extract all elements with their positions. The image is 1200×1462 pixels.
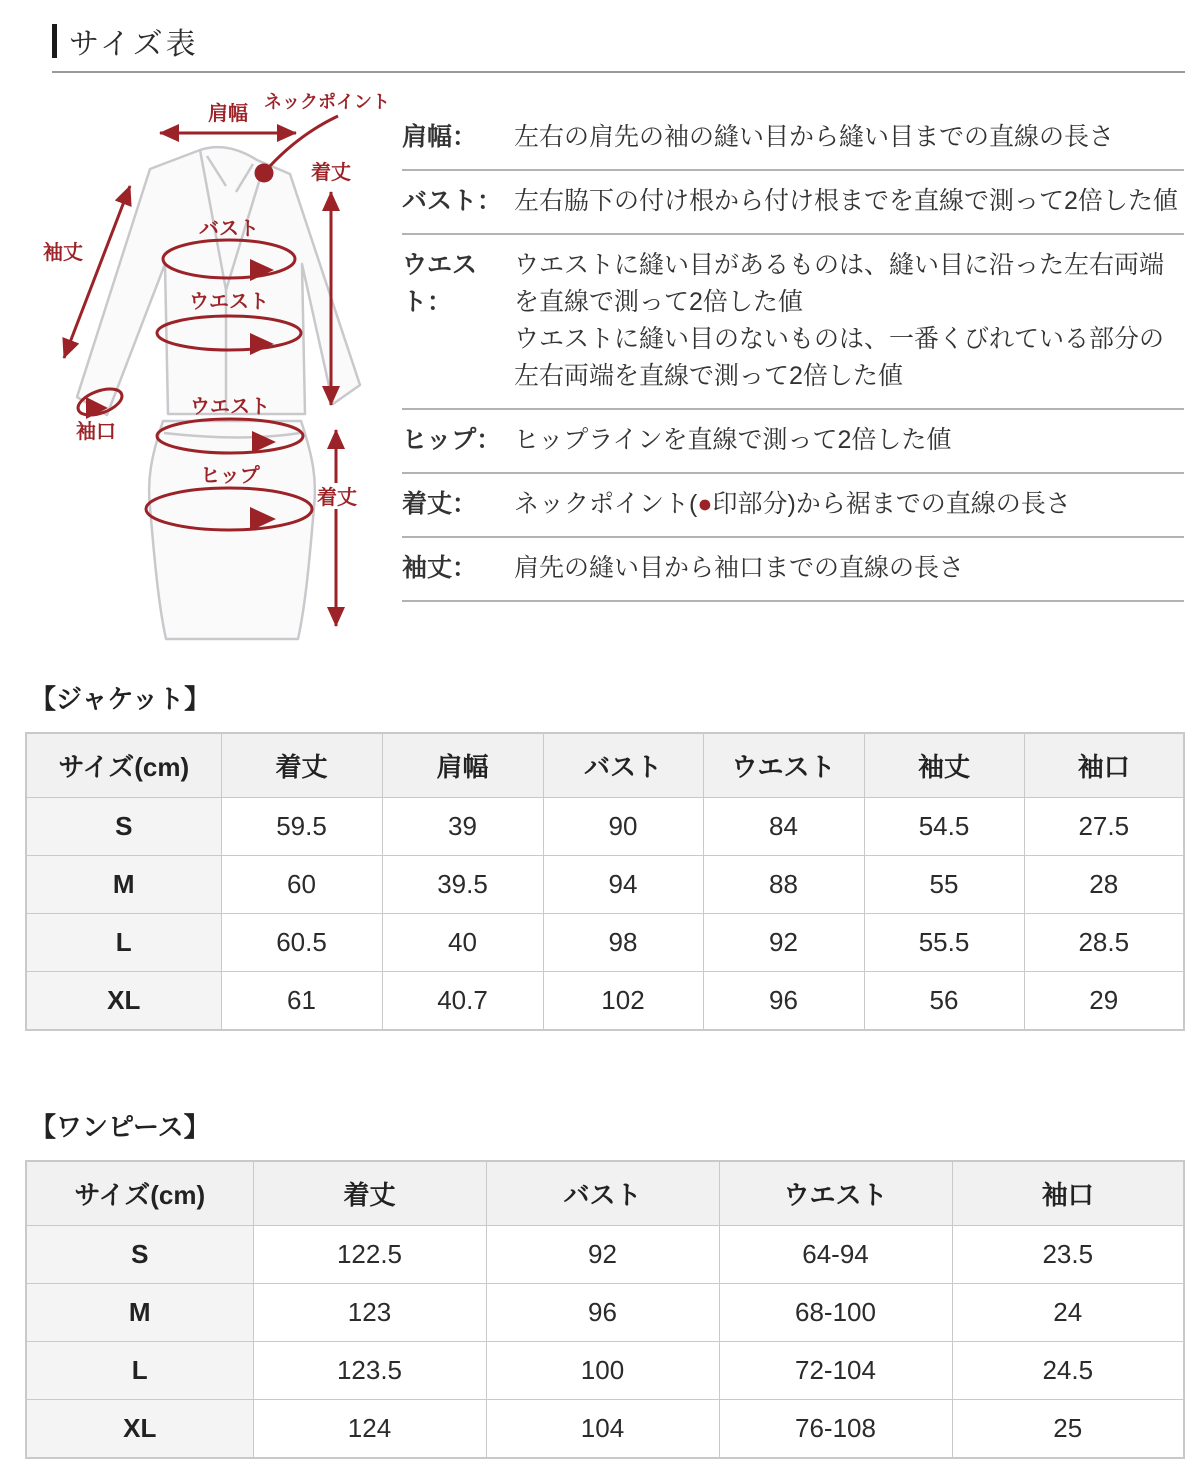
definition-term: バスト： xyxy=(402,187,503,215)
jacket-table-header-row xyxy=(26,733,1184,798)
jacket-outline xyxy=(77,147,360,415)
column-header-size: サイズ(cm) xyxy=(26,1161,253,1226)
onepiece-row-m xyxy=(26,1284,1184,1342)
value-cell: 55 xyxy=(864,856,1024,914)
onepiece-row-s xyxy=(26,1226,1184,1284)
value-cell: 56 xyxy=(864,972,1024,1031)
definition-row-bust xyxy=(402,171,1184,235)
definition-text-after-dot: 印部分)から裾までの直線の長さ xyxy=(712,490,1071,518)
garment-measurement-diagram xyxy=(30,87,410,652)
value-cell: 100 xyxy=(486,1342,719,1400)
value-cell: 123.5 xyxy=(253,1342,486,1400)
column-header-length: 着丈 xyxy=(221,733,382,798)
value-cell: 60 xyxy=(221,856,382,914)
jacket-size-table xyxy=(25,732,1185,1031)
size-cell: L xyxy=(26,1342,253,1400)
value-cell: 94 xyxy=(543,856,703,914)
value-cell: 102 xyxy=(543,972,703,1031)
definition-term: ヒップ： xyxy=(402,426,502,454)
column-header-waist: ウエスト xyxy=(703,733,864,798)
value-cell: 25 xyxy=(952,1400,1184,1459)
value-cell: 39.5 xyxy=(382,856,543,914)
value-cell: 27.5 xyxy=(1024,798,1184,856)
value-cell: 68-100 xyxy=(719,1284,952,1342)
page-title-row xyxy=(52,22,1200,60)
neck-point-dot xyxy=(255,164,274,183)
value-cell: 64-94 xyxy=(719,1226,952,1284)
skirt-length-label: 着丈 xyxy=(317,487,357,509)
value-cell: 23.5 xyxy=(952,1226,1184,1284)
neck-point-dot-glyph: ● xyxy=(697,490,713,518)
shoulder-width-label: 肩幅 xyxy=(208,103,248,125)
definition-description: 肩先の縫い目から袖口までの直線の長さ xyxy=(514,554,965,582)
definition-text-before-dot: ネックポイント( xyxy=(514,490,698,518)
onepiece-row-xl xyxy=(26,1400,1184,1459)
value-cell: 29 xyxy=(1024,972,1184,1031)
value-cell: 61 xyxy=(221,972,382,1031)
jacket-length-label: 着丈 xyxy=(311,162,351,184)
column-header-cuff: 袖口 xyxy=(952,1161,1184,1226)
definition-line: を直線で測って2倍した値 xyxy=(514,288,803,316)
measurement-definitions xyxy=(402,116,1184,602)
jacket-row-l xyxy=(26,914,1184,972)
value-cell: 96 xyxy=(486,1284,719,1342)
definition-description: 左右の肩先の袖の縫い目から縫い目までの直線の長さ xyxy=(514,123,1115,151)
jacket-row-m xyxy=(26,856,1184,914)
jacket-row-xl xyxy=(26,972,1184,1031)
value-cell: 104 xyxy=(486,1400,719,1459)
value-cell: 92 xyxy=(703,914,864,972)
column-header-cuff: 袖口 xyxy=(1024,733,1184,798)
size-cell: M xyxy=(26,856,221,914)
value-cell: 60.5 xyxy=(221,914,382,972)
jacket-waist-label: ウエスト xyxy=(189,291,269,313)
value-cell: 54.5 xyxy=(864,798,1024,856)
onepiece-section-heading: 【ワンピース】 xyxy=(30,1112,210,1142)
size-cell: L xyxy=(26,914,221,972)
onepiece-table-header-row xyxy=(26,1161,1184,1226)
sleeve-length-label: 袖丈 xyxy=(43,242,83,264)
cuff-label: 袖口 xyxy=(76,421,116,443)
neck-point-label: ネックポイント xyxy=(264,92,390,112)
value-cell: 124 xyxy=(253,1400,486,1459)
definition-term: ウエスト： xyxy=(402,251,478,316)
column-header-shoulder: 肩幅 xyxy=(382,733,543,798)
definition-term: 袖丈： xyxy=(402,554,478,582)
definition-term: 肩幅： xyxy=(402,123,478,151)
value-cell: 40.7 xyxy=(382,972,543,1031)
column-header-sleeve: 袖丈 xyxy=(864,733,1024,798)
title-accent-bar xyxy=(52,24,57,58)
jacket-section-heading: 【ジャケット】 xyxy=(30,684,211,714)
value-cell: 96 xyxy=(703,972,864,1031)
definition-row-shoulder-width xyxy=(402,116,1184,171)
column-header-bust: バスト xyxy=(543,733,703,798)
definition-row-sleeve-length xyxy=(402,538,1184,602)
value-cell: 55.5 xyxy=(864,914,1024,972)
onepiece-row-l xyxy=(26,1342,1184,1400)
value-cell: 90 xyxy=(543,798,703,856)
value-cell: 40 xyxy=(382,914,543,972)
size-cell: S xyxy=(26,798,221,856)
definition-term: 着丈： xyxy=(402,490,478,518)
definition-line: ウエストに縫い目のないものは、一番くびれている部分の xyxy=(514,325,1165,353)
bust-label: バスト xyxy=(199,218,259,240)
value-cell: 28.5 xyxy=(1024,914,1184,972)
value-cell: 24 xyxy=(952,1284,1184,1342)
definition-row-waist xyxy=(402,235,1184,410)
definition-row-length xyxy=(402,474,1184,538)
onepiece-size-table xyxy=(25,1160,1185,1459)
value-cell: 59.5 xyxy=(221,798,382,856)
column-header-length: 着丈 xyxy=(253,1161,486,1226)
size-cell: S xyxy=(26,1226,253,1284)
definition-line: 左右両端を直線で測って2倍した値 xyxy=(514,362,903,390)
column-header-waist: ウエスト xyxy=(719,1161,952,1226)
hip-label: ヒップ xyxy=(200,465,260,487)
value-cell: 72-104 xyxy=(719,1342,952,1400)
definition-description: ヒップラインを直線で測って2倍した値 xyxy=(514,426,952,454)
jacket-row-s xyxy=(26,798,1184,856)
definition-description xyxy=(514,486,1184,523)
value-cell: 39 xyxy=(382,798,543,856)
value-cell: 24.5 xyxy=(952,1342,1184,1400)
value-cell: 28 xyxy=(1024,856,1184,914)
value-cell: 92 xyxy=(486,1226,719,1284)
size-cell: XL xyxy=(26,1400,253,1459)
page-title: サイズ表 xyxy=(69,28,199,61)
neck-point-leader-line xyxy=(270,116,338,166)
value-cell: 98 xyxy=(543,914,703,972)
value-cell: 123 xyxy=(253,1284,486,1342)
definition-description: 左右脇下の付け根から付け根までを直線で測って2倍した値 xyxy=(514,187,1178,215)
measurement-guide-section xyxy=(0,73,1200,665)
definition-row-hip xyxy=(402,410,1184,474)
column-header-bust: バスト xyxy=(486,1161,719,1226)
value-cell: 84 xyxy=(703,798,864,856)
size-chart-page xyxy=(0,22,1200,1459)
size-cell: XL xyxy=(26,972,221,1031)
definition-description xyxy=(514,247,1184,395)
value-cell: 88 xyxy=(703,856,864,914)
definition-line: ウエストに縫い目があるものは、縫い目に沿った左右両端 xyxy=(514,251,1165,279)
value-cell: 122.5 xyxy=(253,1226,486,1284)
value-cell: 76-108 xyxy=(719,1400,952,1459)
size-cell: M xyxy=(26,1284,253,1342)
column-header-size: サイズ(cm) xyxy=(26,733,221,798)
skirt-waist-label: ウエスト xyxy=(190,396,270,418)
